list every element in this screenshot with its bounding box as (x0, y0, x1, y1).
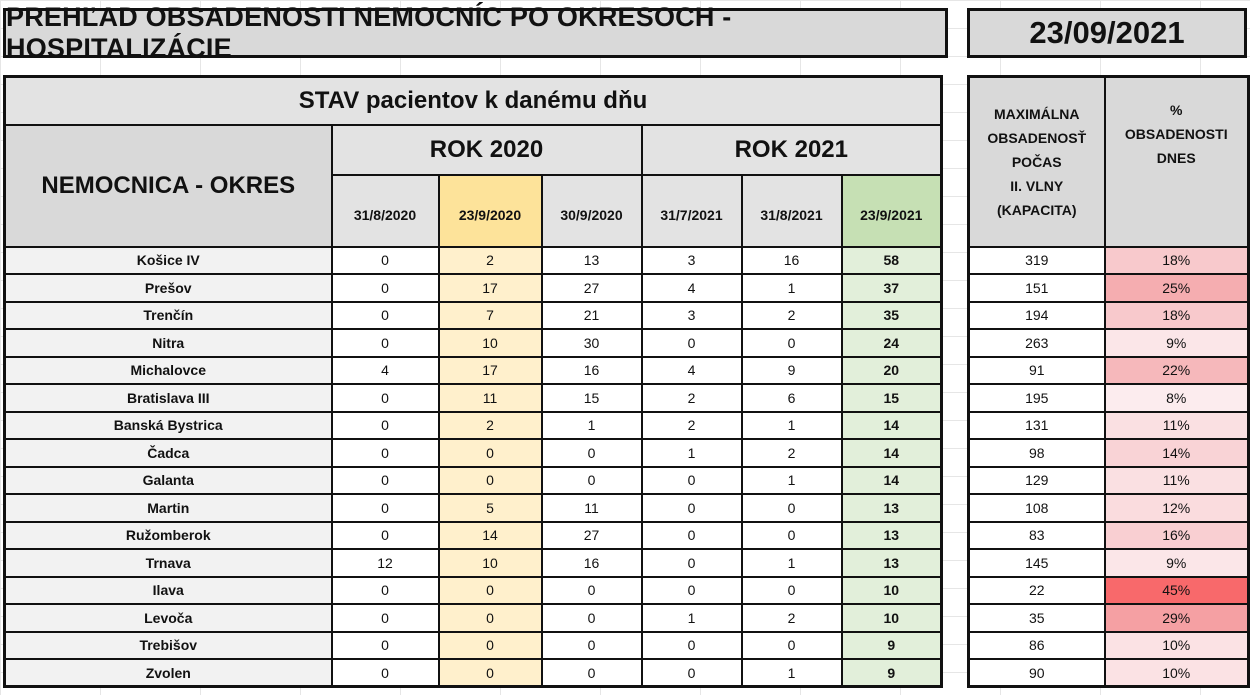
table-row (969, 522, 1249, 550)
patient-count-cell: 9 (842, 659, 942, 687)
patient-count-cell: 5 (439, 494, 542, 522)
table-row (5, 302, 942, 330)
patient-count-cell: 0 (332, 412, 439, 440)
patient-count-cell: 0 (742, 632, 842, 660)
table-row (969, 329, 1249, 357)
table-row (5, 549, 942, 577)
patient-count-cell: 0 (642, 659, 742, 687)
hospital-name: Prešov (5, 274, 332, 302)
patient-count-cell: 16 (542, 549, 642, 577)
hospital-name: Galanta (5, 467, 332, 495)
patient-count-cell: 0 (642, 494, 742, 522)
patient-count-cell: 13 (542, 247, 642, 275)
column-header-date: 23/9/2020 (439, 175, 542, 247)
capacity-cell: 195 (969, 384, 1105, 412)
table-row (969, 247, 1249, 275)
patient-count-cell: 0 (332, 522, 439, 550)
occupancy-percent-cell: 12% (1105, 494, 1249, 522)
patient-count-cell: 4 (642, 357, 742, 385)
capacity-cell: 35 (969, 604, 1105, 632)
year-group-2021: ROK 2021 (642, 125, 942, 175)
patient-count-cell: 2 (642, 384, 742, 412)
patient-count-cell: 0 (332, 384, 439, 412)
column-header-hospital: NEMOCNICA - OKRES (5, 125, 332, 247)
patient-count-cell: 11 (439, 384, 542, 412)
table-row (5, 632, 942, 660)
hospital-name: Martin (5, 494, 332, 522)
patient-count-cell: 4 (642, 274, 742, 302)
capacity-cell: 98 (969, 439, 1105, 467)
occupancy-table (3, 75, 943, 688)
capacity-cell: 151 (969, 274, 1105, 302)
table-row (5, 412, 942, 440)
table-row (5, 274, 942, 302)
patient-count-cell: 0 (742, 494, 842, 522)
patient-count-cell: 0 (742, 329, 842, 357)
table-row (969, 494, 1249, 522)
table-row (969, 632, 1249, 660)
patient-count-cell: 2 (439, 247, 542, 275)
capacity-cell: 263 (969, 329, 1105, 357)
capacity-cell: 86 (969, 632, 1105, 660)
patient-count-cell: 0 (642, 329, 742, 357)
capacity-cell: 83 (969, 522, 1105, 550)
occupancy-percent-cell: 10% (1105, 659, 1249, 687)
occupancy-percent-cell: 11% (1105, 467, 1249, 495)
hospital-name: Nitra (5, 329, 332, 357)
patient-count-cell: 0 (542, 577, 642, 605)
table-row (969, 577, 1249, 605)
table-row (969, 467, 1249, 495)
patient-count-cell: 1 (742, 412, 842, 440)
patient-count-cell: 14 (439, 522, 542, 550)
capacity-cell: 131 (969, 412, 1105, 440)
patient-count-cell: 0 (439, 467, 542, 495)
header-line: OBSADENOSTI (1124, 126, 1228, 142)
table-row (5, 522, 942, 550)
year-group-2020: ROK 2020 (332, 125, 642, 175)
patient-count-cell: 0 (742, 522, 842, 550)
patient-count-cell: 1 (642, 604, 742, 632)
patient-count-cell: 0 (332, 632, 439, 660)
patient-count-cell: 27 (542, 274, 642, 302)
header-line: POČAS (1011, 153, 1062, 170)
table-row (5, 329, 942, 357)
table-row (5, 494, 942, 522)
hospital-name: Zvolen (5, 659, 332, 687)
table-row (5, 604, 942, 632)
patient-count-cell: 0 (332, 302, 439, 330)
patient-count-cell: 1 (542, 412, 642, 440)
patient-count-cell: 7 (439, 302, 542, 330)
patient-count-cell: 10 (439, 549, 542, 577)
hospital-name: Ružomberok (5, 522, 332, 550)
hospital-name: Levoča (5, 604, 332, 632)
column-header-date: 31/8/2020 (332, 175, 439, 247)
capacity-cell: 22 (969, 577, 1105, 605)
capacity-cell: 90 (969, 659, 1105, 687)
patient-count-cell: 14 (842, 467, 942, 495)
patient-count-cell: 16 (742, 247, 842, 275)
patient-count-cell: 30 (542, 329, 642, 357)
patient-count-cell: 2 (742, 302, 842, 330)
patient-count-cell: 0 (332, 577, 439, 605)
patient-count-cell: 0 (332, 329, 439, 357)
patient-count-cell: 0 (439, 439, 542, 467)
patient-count-cell: 0 (542, 439, 642, 467)
patient-count-cell: 2 (742, 604, 842, 632)
header-line: % (1170, 102, 1183, 118)
table-row (969, 412, 1249, 440)
table-row (969, 302, 1249, 330)
patient-count-cell: 0 (439, 577, 542, 605)
section-header: STAV pacientov k danému dňu (5, 77, 942, 125)
patient-count-cell: 10 (439, 329, 542, 357)
patient-count-cell: 0 (542, 467, 642, 495)
patient-count-cell: 0 (642, 549, 742, 577)
patient-count-cell: 1 (742, 659, 842, 687)
hospital-name: Michalovce (5, 357, 332, 385)
capacity-table (967, 75, 1250, 688)
patient-count-cell: 6 (742, 384, 842, 412)
patient-count-cell: 13 (842, 549, 942, 577)
table-row (969, 549, 1249, 577)
table-row (969, 274, 1249, 302)
occupancy-percent-cell: 22% (1105, 357, 1249, 385)
column-header-percent (1105, 77, 1249, 247)
patient-count-cell: 27 (542, 522, 642, 550)
occupancy-percent-cell: 16% (1105, 522, 1249, 550)
table-row (969, 439, 1249, 467)
hospital-name: Banská Bystrica (5, 412, 332, 440)
patient-count-cell: 3 (642, 247, 742, 275)
patient-count-cell: 0 (332, 494, 439, 522)
occupancy-percent-cell: 45% (1105, 577, 1249, 605)
report-date: 23/09/2021 (967, 8, 1247, 58)
patient-count-cell: 58 (842, 247, 942, 275)
capacity-cell: 129 (969, 467, 1105, 495)
patient-count-cell: 10 (842, 577, 942, 605)
capacity-cell: 319 (969, 247, 1105, 275)
patient-count-cell: 0 (642, 522, 742, 550)
table-row (969, 659, 1249, 687)
occupancy-percent-cell: 29% (1105, 604, 1249, 632)
occupancy-percent-cell: 18% (1105, 302, 1249, 330)
table-row (969, 384, 1249, 412)
report-title: PREHĽAD OBSADENOSTI NEMOCNÍC PO OKRESOCH - HOSPITALIZÁCIE (3, 8, 948, 58)
occupancy-percent-cell: 9% (1105, 549, 1249, 577)
capacity-cell: 145 (969, 549, 1105, 577)
patient-count-cell: 17 (439, 274, 542, 302)
patient-count-cell: 0 (642, 577, 742, 605)
patient-count-cell: 12 (332, 549, 439, 577)
capacity-cell: 108 (969, 494, 1105, 522)
patient-count-cell: 0 (742, 577, 842, 605)
column-header-date: 23/9/2021 (842, 175, 942, 247)
occupancy-percent-cell: 18% (1105, 247, 1249, 275)
patient-count-cell: 0 (332, 247, 439, 275)
occupancy-percent-cell: 11% (1105, 412, 1249, 440)
patient-count-cell: 0 (332, 467, 439, 495)
patient-count-cell: 14 (842, 439, 942, 467)
hospital-name: Bratislava III (5, 384, 332, 412)
patient-count-cell: 24 (842, 329, 942, 357)
table-row (5, 659, 942, 687)
patient-count-cell: 1 (642, 439, 742, 467)
patient-count-cell: 21 (542, 302, 642, 330)
patient-count-cell: 0 (642, 467, 742, 495)
capacity-cell: 194 (969, 302, 1105, 330)
header-line: DNES (1156, 150, 1196, 166)
table-row (5, 467, 942, 495)
hospital-name: Ilava (5, 577, 332, 605)
hospital-name: Trebišov (5, 632, 332, 660)
table-row (5, 384, 942, 412)
patient-count-cell: 0 (332, 604, 439, 632)
table-row (5, 439, 942, 467)
patient-count-cell: 9 (842, 632, 942, 660)
column-header-date: 31/7/2021 (642, 175, 742, 247)
patient-count-cell: 20 (842, 357, 942, 385)
patient-count-cell: 2 (642, 412, 742, 440)
header-line: MAXIMÁLNA (993, 105, 1080, 122)
patient-count-cell: 1 (742, 549, 842, 577)
patient-count-cell: 0 (332, 439, 439, 467)
patient-count-cell: 13 (842, 522, 942, 550)
table-row (969, 357, 1249, 385)
patient-count-cell: 0 (439, 632, 542, 660)
patient-count-cell: 37 (842, 274, 942, 302)
patient-count-cell: 3 (642, 302, 742, 330)
capacity-cell: 91 (969, 357, 1105, 385)
patient-count-cell: 11 (542, 494, 642, 522)
patient-count-cell: 35 (842, 302, 942, 330)
header-line: II. VLNY (1010, 177, 1064, 194)
hospital-name: Trnava (5, 549, 332, 577)
column-header-date: 31/8/2021 (742, 175, 842, 247)
patient-count-cell: 4 (332, 357, 439, 385)
patient-count-cell: 0 (542, 604, 642, 632)
patient-count-cell: 16 (542, 357, 642, 385)
patient-count-cell: 2 (742, 439, 842, 467)
occupancy-percent-cell: 10% (1105, 632, 1249, 660)
hospital-name: Košice IV (5, 247, 332, 275)
patient-count-cell: 0 (542, 632, 642, 660)
table-row (5, 577, 942, 605)
occupancy-percent-cell: 25% (1105, 274, 1249, 302)
hospital-name: Čadca (5, 439, 332, 467)
table-row (969, 604, 1249, 632)
patient-count-cell: 13 (842, 494, 942, 522)
table-row (5, 357, 942, 385)
patient-count-cell: 0 (642, 632, 742, 660)
header-line: (KAPACITA) (996, 201, 1077, 218)
patient-count-cell: 0 (542, 659, 642, 687)
column-header-date: 30/9/2020 (542, 175, 642, 247)
patient-count-cell: 2 (439, 412, 542, 440)
patient-count-cell: 14 (842, 412, 942, 440)
column-header-capacity (969, 77, 1105, 247)
patient-count-cell: 0 (439, 604, 542, 632)
occupancy-percent-cell: 14% (1105, 439, 1249, 467)
patient-count-cell: 1 (742, 274, 842, 302)
hospital-name: Trenčín (5, 302, 332, 330)
patient-count-cell: 17 (439, 357, 542, 385)
patient-count-cell: 1 (742, 467, 842, 495)
table-row (5, 247, 942, 275)
patient-count-cell: 15 (542, 384, 642, 412)
occupancy-percent-cell: 9% (1105, 329, 1249, 357)
patient-count-cell: 0 (332, 659, 439, 687)
occupancy-percent-cell: 8% (1105, 384, 1249, 412)
header-line: OBSADENOSŤ (987, 129, 1087, 146)
patient-count-cell: 9 (742, 357, 842, 385)
patient-count-cell: 15 (842, 384, 942, 412)
patient-count-cell: 0 (332, 274, 439, 302)
patient-count-cell: 10 (842, 604, 942, 632)
patient-count-cell: 0 (439, 659, 542, 687)
